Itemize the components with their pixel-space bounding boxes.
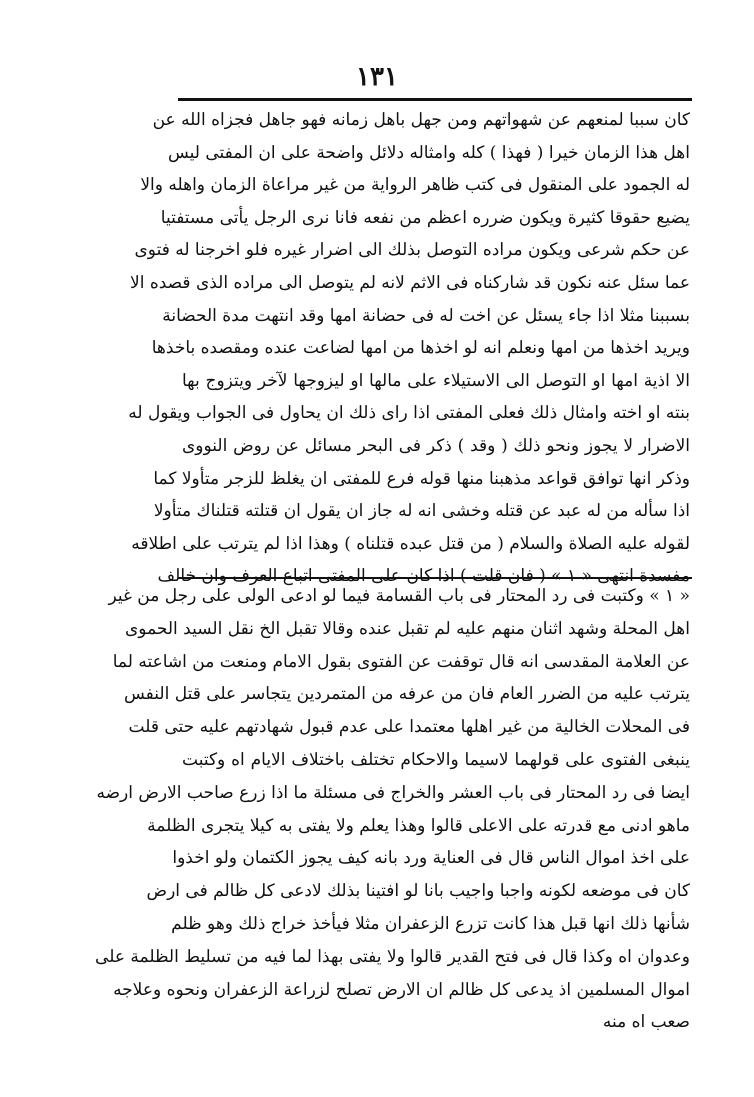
text-line: وذكر انها توافق قواعد مذهبنا منها قوله فرع للمفتى ان يغلظ للزجر متأولا كما	[153, 468, 690, 489]
text-line: بسببنا مثلا اذا جاء يسئل عن اخت له فى حضانة امها وقد انتهت مدة الحضانة	[162, 305, 690, 326]
footnote-line: ينبغى الفتوى على قولهما لاسيما والاحكام تختلف باختلاف الايام اه وكتبت	[182, 749, 690, 770]
footnote-line: يترتب عليه من الضرر العام فان من عرفه من المتمردين يتجاسر على قتل النفس	[124, 684, 690, 705]
footnote-line: كان فى موضعه لكونه واجبا واجيب بانا لو افتينا بذلك لادعى كل ظالم فى ارض	[146, 881, 690, 902]
main-text	[128, 104, 690, 593]
footnote-line: ماهو ادنى مع قدرته على الاعلى قالوا وهذا يعلم ولا يفتى به كيلا يتجرى الظلمة	[147, 815, 690, 836]
text-line: مفسدة انتهى « ١ » ( فان قلت ) اذا كان على المفتى اتباع العرف وان خالف	[157, 566, 690, 587]
footnote-line: وعدوان اه وكذا قال فى فتح القدير قالوا ولا يفتى بهذا لما فيه من تسليط الظلمة على	[95, 946, 690, 967]
text-line: اهل هذا الزمان خيرا ( فهذا ) كله وامثاله دلائل واضحة على ان المفتى ليس	[167, 142, 690, 163]
footnote-line: صعب اه منه	[602, 1012, 690, 1033]
footnote-text	[95, 580, 690, 1039]
footnote-line: شأنها ذلك انها قبل هذا كانت تزرع الزعفران مثلا فيأخذ خراج ذلك وهو ظلم	[171, 913, 690, 934]
page-number: ١٣١	[356, 62, 398, 92]
text-line: اذا سأله من له عبد عن قتله وخشى انه له جاز ان يقول ان قتلته قتلناك متأولا	[153, 501, 690, 522]
footnote-line: « ١ » وكتبت فى رد المحتار فى باب القسامة فيما لو ادعى الولى على رجل من غير	[108, 586, 690, 606]
header-rule	[178, 98, 692, 101]
footnote-line: اهل المحلة وشهد اثنان منهم عليه لم تقبل عنده وقالا تقبل الخ نقل السيد الحموى	[124, 618, 690, 639]
text-line: لقوله عليه الصلاة والسلام ( من قتل عبده قتلناه ) وهذا اذا لم يترتب على اطلاقه	[131, 533, 690, 554]
footnote-rule	[178, 577, 692, 579]
text-line: بنته او اخته وامثال ذلك فعلى المفتى اذا راى ذلك ان يحاول فى الجواب ويقول له	[128, 403, 690, 424]
text-line: عن حكم شرعى ويكون مراده التوصل بذلك الى اضرار غيره فلو اخرجنا له فتوى	[134, 240, 690, 261]
text-line: له الجمود على المنقول فى كتب ظاهر الرواية من غير مراعاة الزمان واهله والا	[140, 175, 690, 196]
footnote-line: ايضا فى رد المحتار فى باب العشر والخراج فى مسئلة ما اذا زرع صاحب الارض ارضه	[96, 782, 690, 803]
text-line: الاضرار لا يجوز ونحو ذلك ( وقد ) ذكر فى البحر مسائل عن روض النووى	[182, 435, 690, 456]
footnote-line: فى المحلات الخالية من غير اهلها معتمدا على عدم قبول شهادتهم عليه حتى قلت	[128, 717, 690, 738]
text-line: كان سببا لمنعهم عن شهواتهم ومن جهل باهل زمانه فهو جاهل فجزاه الله عن	[152, 110, 690, 130]
text-line: الا اذية امها او التوصل الى الاستيلاء على مالها او ليزوجها لآخر ويتزوج بها	[182, 370, 690, 391]
footnote-line: على اخذ اموال الناس قال فى العناية ورد بانه كيف يجوز الكتمان ولو اخذوا	[172, 848, 690, 869]
text-line: ويريد اخذها من امها ونعلم انه لو اخذها من امها لضاعت عنده ومقصده باخذها	[151, 338, 690, 359]
footnote-line: عن العلامة المقدسى انه قال توقفت عن الفتوى بقول الامام ومنعت من اشاعته لما	[112, 651, 690, 672]
text-line: يضيع حقوقا كثيرة ويكون ضرره اعظم من نفعه فانا نرى الرجل يأتى مستفتيا	[160, 207, 690, 228]
footnote-line: اموال المسلمين اذ يدعى كل ظالم ان الارض تصلح لزراعة الزعفران ونحوه وعلاجه	[113, 979, 690, 1000]
text-line: عما سئل عنه نكون قد شاركناه فى الاثم لانه لم يتوصل الى مراده الذى قصده الا	[130, 272, 690, 293]
